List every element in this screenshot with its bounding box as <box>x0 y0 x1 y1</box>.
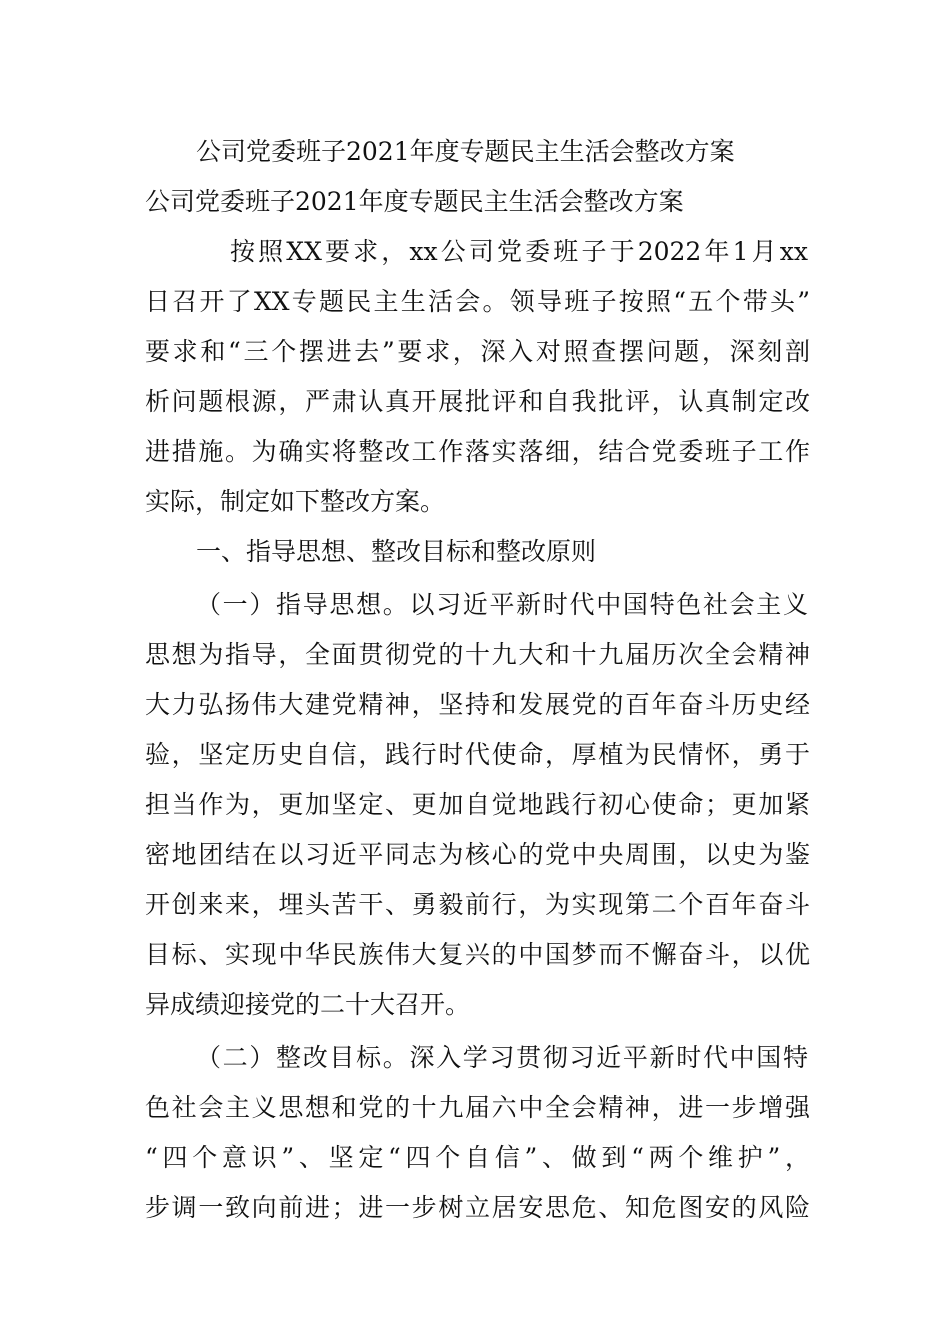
section-heading: 一、指导思想、整改目标和整改原则 <box>196 537 597 566</box>
paragraph-line: 大力弘扬伟大建党精神，坚持和发展党的百年奋斗历史经 <box>145 690 810 719</box>
paragraph-line: 开创来来，埋头苦干、勇毅前行，为实现第二个百年奋斗 <box>145 890 810 919</box>
document-title: 公司党委班子2021年度专题民主生活会整改方案 <box>196 137 735 166</box>
paragraph-line: （一）指导思想。以习近平新时代中国特色社会主义 <box>196 590 808 619</box>
paragraph-line: 步调一致向前进；进一步树立居安思危、知危图安的风险 <box>145 1193 810 1222</box>
paragraph-line: 日召开了XX专题民主生活会。领导班子按照“五个带头” <box>145 287 810 316</box>
paragraph-line: 要求和“三个摆进去”要求，深入对照查摆问题，深刻剖 <box>145 337 810 366</box>
paragraph-line: 实际，制定如下整改方案。 <box>145 487 446 516</box>
paragraph-line: 目标、实现中华民族伟大复兴的中国梦而不懈奋斗，以优 <box>145 940 810 969</box>
document-subtitle: 公司党委班子2021年度专题民主生活会整改方案 <box>145 187 684 216</box>
paragraph-line: 析问题根源，严肃认真开展批评和自我批评，认真制定改 <box>145 387 810 416</box>
paragraph-line: 验，坚定历史自信，践行时代使命，厚植为民情怀，勇于 <box>145 740 810 769</box>
paragraph-line: 密地团结在以习近平同志为核心的党中央周围，以史为鉴 <box>145 840 810 869</box>
paragraph-line: 按照XX要求，xx公司党委班子于2022年1月xx <box>230 237 808 266</box>
paragraph-line: 异成绩迎接党的二十大召开。 <box>145 990 471 1019</box>
paragraph-line: 色社会主义思想和党的十九届六中全会精神，进一步增强 <box>145 1093 810 1122</box>
paragraph-line: “四个意识”、坚定“四个自信”、做到“两个维护”， <box>145 1143 810 1172</box>
paragraph-line: 思想为指导，全面贯彻党的十九大和十九届历次全会精神 <box>145 640 810 669</box>
paragraph-line: （二）整改目标。深入学习贯彻习近平新时代中国特 <box>196 1043 808 1072</box>
paragraph-line: 进措施。为确实将整改工作落实落细，结合党委班子工作 <box>145 437 810 466</box>
paragraph-line: 担当作为，更加坚定、更加自觉地践行初心使命；更加紧 <box>145 790 810 819</box>
